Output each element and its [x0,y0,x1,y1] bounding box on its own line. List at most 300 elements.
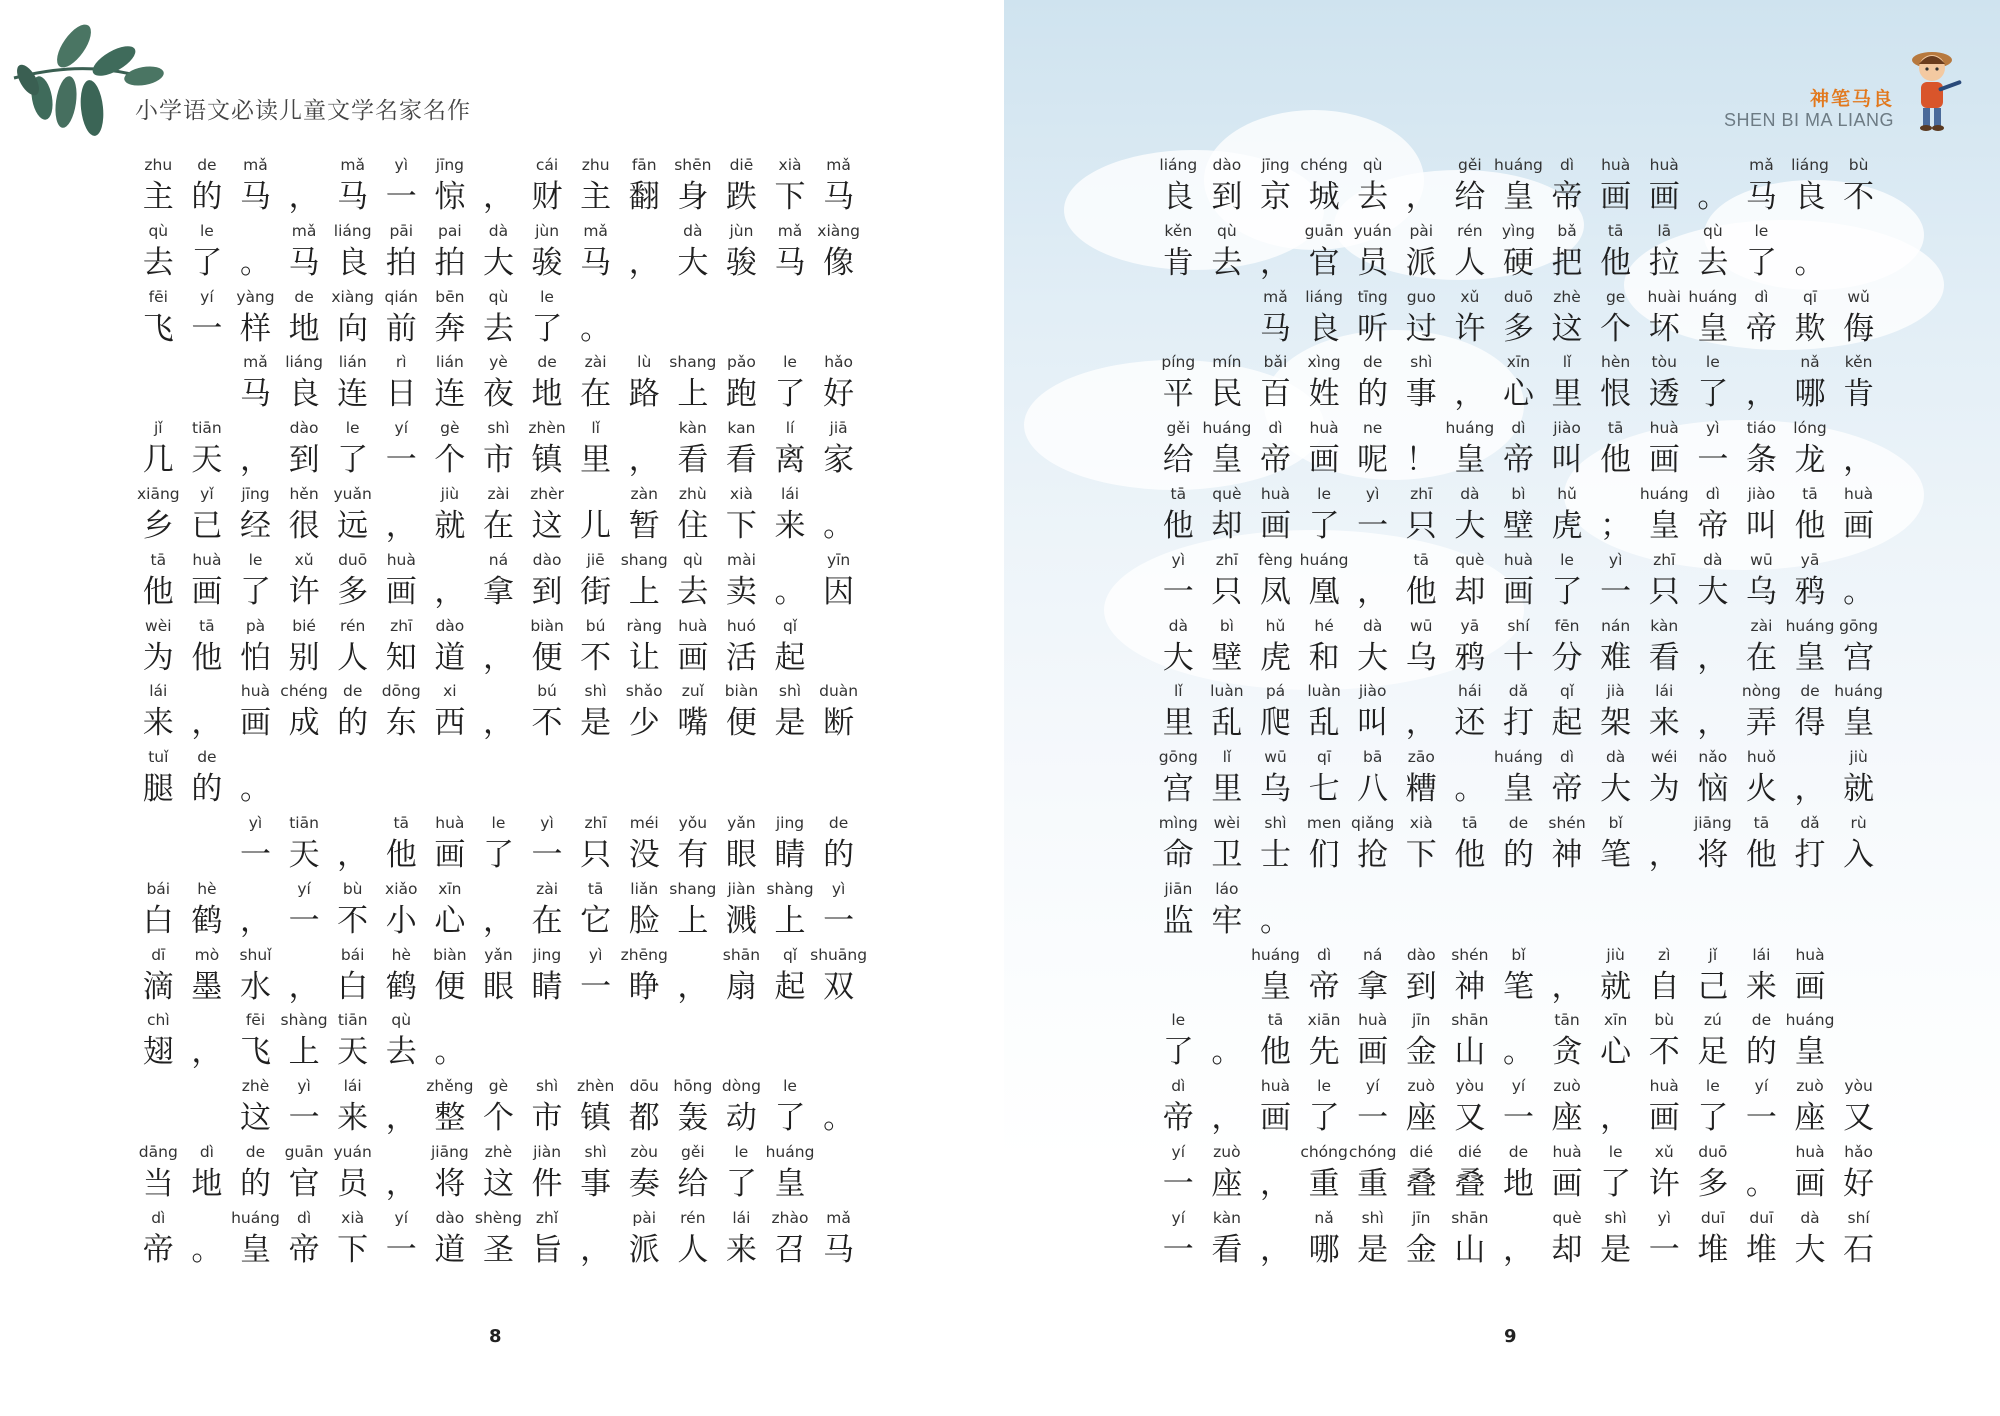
hanzi: 墨 [191,968,223,1005]
pinyin: xīn [1506,353,1531,372]
hanzi: 一 [823,902,855,939]
hanzi: 大 [482,244,514,281]
pinyin: le [1705,353,1720,372]
hanzi: 心 [1600,1034,1632,1071]
pinyin: huáng [1251,945,1300,964]
pinyin: ràng [626,616,662,635]
pinyin: zài [584,353,607,372]
character-cell [1348,156,1397,222]
pinyin: yīn [826,550,851,569]
character-cell [377,1011,426,1077]
pinyin: yì [540,813,554,832]
pinyin: dì [1754,287,1769,306]
pinyin: tā [1802,484,1818,503]
hanzi: 爬 [1259,705,1291,742]
pinyin: huà [1795,945,1825,964]
pinyin: wū [1264,748,1287,767]
hanzi: 鸦 [1794,573,1826,610]
pinyin: xià [778,156,802,174]
pinyin: nòng [1741,682,1781,701]
hanzi: 打 [1502,705,1534,742]
hanzi: 一 [191,310,223,347]
pinyin: kěn [1844,353,1873,372]
hanzi: ， [1794,771,1826,808]
pinyin: shèng [474,1208,522,1227]
hanzi: 远 [337,507,369,544]
character-cell [814,419,863,485]
character-cell [1834,353,1883,419]
hanzi: 画 [1648,1100,1680,1137]
hanzi: 画 [1600,179,1632,215]
pinyin: yì [588,945,603,964]
pinyin: jīng [241,484,270,503]
hanzi: 里 [1211,771,1243,808]
pinyin: pá [1265,682,1286,701]
hanzi: 他 [1794,507,1826,544]
hanzi: 一 [1162,1231,1194,1268]
character-cell [523,1209,572,1275]
hanzi: 只 [1648,573,1680,610]
pinyin: shān [1451,1011,1489,1030]
pinyin: kěn [1164,221,1193,240]
hanzi: 人 [677,1231,709,1268]
hanzi: 民 [1211,376,1243,413]
text-line [1154,1209,1874,1275]
character-cell [1786,551,1835,617]
hanzi: 了 [774,1100,806,1137]
hanzi: 了 [191,244,223,281]
hanzi: 的 [191,771,223,808]
pinyin: yǎn [484,945,513,964]
hanzi: 了 [1697,1100,1729,1137]
character-cell [1543,1077,1592,1143]
character-cell [1689,1143,1738,1209]
pinyin: jiāng [430,1142,469,1161]
hanzi: 整 [434,1100,466,1137]
character-cell [1786,946,1835,1012]
hanzi: 前 [385,310,417,347]
hanzi: 皇 [1259,968,1291,1005]
hanzi: ， [1211,1100,1243,1137]
pinyin: yí [200,287,214,306]
character-cell [1251,880,1300,946]
hanzi: 个 [1600,310,1632,347]
pinyin: zhī [584,813,607,832]
hanzi: ， [1697,705,1729,742]
character-cell [183,748,232,814]
character-cell [426,880,475,946]
pinyin: huáng [1445,419,1495,438]
pinyin: bǐ [1608,813,1623,832]
hanzi: 。 [1502,1034,1534,1071]
pinyin: gěi [1166,419,1191,438]
pinyin: dào [1406,945,1436,964]
hanzi: ， [1405,705,1437,742]
hanzi: ， [434,573,466,610]
hanzi: 看 [1648,639,1680,676]
hanzi: 主 [580,179,612,215]
pinyin: pai [438,221,462,240]
pinyin: tiān [192,419,222,438]
character-cell [814,1077,863,1143]
pinyin: yì [831,879,846,898]
hanzi: 就 [1600,968,1632,1005]
hanzi: 堆 [1745,1231,1777,1268]
hanzi: 马 [774,244,806,281]
pinyin: rén [680,1208,706,1227]
character-cell [183,222,232,288]
hanzi: 市 [531,1100,563,1137]
hanzi: 在 [1745,639,1777,676]
hanzi: 事 [1405,376,1437,413]
pinyin: dōu [629,1077,659,1096]
pinyin: bā [1363,748,1383,767]
pinyin: lái [149,682,168,701]
pinyin: bǎ [1557,221,1577,240]
character-cell [571,288,620,354]
hanzi: 监 [1162,902,1194,939]
pinyin: jīn [1412,1208,1431,1227]
text-line [134,748,854,814]
pinyin: jiù [440,484,460,503]
pinyin: qǐ [782,945,798,964]
character-cell [814,156,863,222]
pinyin: ná [488,550,509,569]
pinyin: dié [1409,1142,1434,1161]
pinyin: biàn [530,616,564,635]
pinyin: bǐ [1511,945,1526,964]
hanzi: 金 [1405,1034,1437,1071]
pinyin: shì [1361,1208,1384,1227]
hanzi: 皇 [1648,507,1680,544]
hanzi: 腿 [142,771,174,808]
hanzi: 鸦 [1454,639,1486,676]
hanzi: 石 [1843,1231,1875,1268]
hanzi: 不 [1843,179,1875,215]
hanzi: 这 [1551,310,1583,347]
pinyin: zài [536,879,559,898]
pinyin: zì [1658,945,1671,964]
hanzi: 却 [1454,573,1486,610]
pinyin: yì [297,1077,311,1096]
pinyin: jiàn [727,879,756,898]
hanzi: 马 [288,244,320,281]
pinyin: xiān [1307,1011,1341,1030]
hanzi: ， [482,705,514,742]
pinyin: xià [341,1208,365,1227]
pinyin: wū [1410,616,1433,635]
hanzi: 皇 [1211,442,1243,479]
hanzi: 拉 [1648,244,1680,281]
pinyin: huáng [1299,550,1349,569]
series-title: 小学语文必读儿童文学名家名作 [135,98,471,124]
pinyin: le [783,1077,797,1096]
hanzi: 为 [142,639,174,676]
pinyin: tā [1753,813,1770,832]
pinyin: xiàng [817,221,860,240]
pinyin: qù [682,550,703,569]
hanzi: 在 [482,507,514,544]
hanzi: 恼 [1697,771,1729,808]
character-cell [231,946,280,1012]
pinyin: shān [722,945,761,964]
character-cell [1154,1011,1203,1077]
hanzi: 扇 [725,968,757,1005]
character-cell [1834,551,1883,617]
hanzi: ， [385,507,417,544]
hanzi: 画 [1308,442,1340,479]
text-line [1154,1077,1874,1143]
pinyin: dǎ [1800,813,1820,832]
pinyin: shí [1847,1208,1870,1227]
pinyin: shén [1548,813,1586,832]
hanzi: 一 [1502,1100,1534,1137]
pinyin: xīn [1603,1011,1628,1030]
hanzi: 地 [531,376,563,413]
pinyin: yā [1460,616,1480,635]
pinyin: pà [245,616,266,635]
pinyin: gěi [1458,156,1482,174]
hanzi: 多 [337,573,369,610]
hanzi: 下 [1405,836,1437,873]
hanzi: 上 [288,1034,320,1071]
hanzi: 断 [823,705,855,742]
character-cell [1834,1077,1883,1143]
pinyin: hè [197,879,217,898]
hanzi: 双 [823,968,855,1005]
pinyin: dì [199,1142,214,1161]
hanzi: 天 [288,836,320,873]
character-cell [377,551,426,617]
hanzi: 皇 [1794,1034,1826,1071]
hanzi: ， [628,244,660,281]
pinyin: yòu [1844,1077,1873,1096]
hanzi: 就 [1843,771,1875,808]
hanzi: 画 [1794,968,1826,1005]
pinyin: de [342,682,363,701]
pinyin: huó [726,616,756,635]
pinyin: lǐ [1222,748,1232,767]
pinyin: xiǎo [385,879,418,898]
pinyin: tā [1267,1011,1284,1030]
hanzi: 。 [1794,244,1826,281]
hanzi: 哪 [1794,376,1826,413]
hanzi: 了 [1162,1034,1194,1071]
hanzi: 看 [677,442,709,479]
pinyin: chóng [1300,1142,1348,1161]
pinyin: lián [338,353,367,372]
hanzi: 。 [191,1231,223,1268]
hanzi: 乱 [1308,705,1340,742]
hanzi: 像 [823,244,855,281]
hanzi: 己 [1697,968,1729,1005]
pinyin: zhèn [576,1077,615,1096]
hanzi: 侮 [1843,310,1875,347]
hanzi: 上 [774,902,806,939]
book-title-chinese: 神笔马良 [1809,88,1894,110]
hanzi: 地 [1502,1165,1534,1202]
pinyin: yǒu [678,813,708,832]
pinyin: shì [487,419,510,438]
hanzi: 糟 [1405,771,1437,808]
pinyin: zāo [1407,748,1435,767]
pinyin: dì [1511,419,1526,438]
hanzi: 。 [580,310,612,347]
hanzi: ， [1357,573,1389,610]
hanzi: 山 [1454,1231,1486,1268]
hanzi: 平 [1162,376,1194,413]
pinyin: zòu [630,1142,658,1161]
pinyin: hé [1314,616,1334,635]
hanzi: 马 [580,244,612,281]
hanzi: 士 [1259,836,1291,873]
hanzi: 少 [628,705,660,742]
pinyin: huáng [765,1142,815,1161]
pinyin: shang [669,353,717,372]
pinyin: mǎ [1749,156,1774,174]
pinyin: shì [1410,353,1433,372]
hanzi: 已 [191,507,223,544]
hanzi: 画 [1843,507,1875,544]
hanzi: 他 [191,639,223,676]
pinyin: hěn [289,484,319,503]
hanzi: 是 [1357,1231,1389,1268]
pinyin: huài [1647,287,1681,306]
hanzi: 抢 [1357,836,1389,873]
pinyin: zhu [581,156,610,174]
hanzi: 马 [239,376,271,413]
pinyin: hǎo [1844,1142,1874,1161]
hanzi: ， [677,968,709,1005]
pinyin: jing [775,813,805,832]
pinyin: huà [1260,1077,1291,1096]
pinyin: yìng [1501,221,1536,240]
pinyin: huǒ [1746,748,1776,767]
pinyin: liáng [1159,156,1198,174]
pinyin: xìng [1307,353,1341,372]
hanzi: 命 [1162,836,1194,873]
character-cell [1300,551,1349,617]
pinyin: huà [192,550,222,569]
hanzi: 皇 [1697,310,1729,347]
hanzi: 又 [1454,1100,1486,1137]
character-cell [134,1077,183,1143]
hanzi: 许 [1648,1165,1680,1202]
hanzi: 马 [1745,179,1777,215]
pinyin: rì [395,353,407,372]
pinyin: tā [587,879,604,898]
hanzi: 召 [774,1231,806,1268]
pinyin: huà [240,682,271,701]
pinyin: le [1754,221,1769,240]
hanzi: 别 [288,639,320,676]
pinyin: duàn [819,682,859,701]
hanzi: ， [482,179,514,215]
hanzi: 神 [1551,836,1583,873]
hanzi: 怕 [239,639,271,676]
pinyin: méi [629,813,659,832]
hanzi: 的 [337,705,369,742]
pinyin: lái [1655,682,1674,701]
pinyin: huà [386,550,416,569]
hanzi: 就 [434,507,466,544]
character-cell [1543,485,1592,551]
pinyin: zú [1703,1011,1722,1030]
hanzi: 将 [434,1165,466,1202]
hanzi: 皇 [239,1231,271,1268]
hanzi: 呢 [1357,442,1389,479]
pinyin: huà [1649,156,1679,174]
hanzi: 堆 [1697,1231,1729,1268]
hanzi: 。 [1211,1034,1243,1071]
character-cell [426,156,475,222]
hanzi: 白 [142,902,174,939]
pinyin: chéng [1300,156,1348,174]
pinyin: yí [1171,1142,1186,1161]
pinyin: dōng [381,682,421,701]
pinyin: huáng [1494,156,1543,174]
character-cell [1348,419,1397,485]
hanzi: 和 [1308,639,1340,676]
hanzi: 起 [1551,705,1583,742]
pinyin: le [734,1142,749,1161]
pinyin: huà [1503,550,1534,569]
hanzi: 好 [1843,1165,1875,1202]
character-cell [1446,1011,1495,1077]
hanzi: 当 [142,1165,174,1202]
pinyin: huáng [1202,419,1252,438]
hanzi: 下 [774,179,806,215]
character-cell [1786,1011,1835,1077]
pinyin: le [248,550,263,569]
character-cell [1786,222,1835,288]
pinyin: hǎo [824,353,854,372]
pinyin: shì [778,682,802,701]
hanzi: 京 [1259,179,1291,215]
hanzi: 拿 [482,573,514,610]
hanzi: 凤 [1259,573,1291,610]
pinyin: qù [148,221,169,240]
pinyin: dì [1705,484,1720,503]
hanzi: 了 [1308,507,1340,544]
character-cell [1834,1143,1883,1209]
pinyin: mǎ [777,221,803,240]
pinyin: le [345,419,360,438]
pinyin: zhī [390,616,413,635]
hanzi: 跌 [725,179,757,215]
pinyin: huáng [1688,287,1738,306]
hanzi: 暂 [628,507,660,544]
hanzi: 天 [337,1034,369,1071]
hanzi: 他 [1405,573,1437,610]
pinyin: zhī [1410,484,1433,503]
pinyin: dì [1171,1077,1186,1096]
character-cell [814,880,863,946]
hanzi: 百 [1259,376,1291,413]
pinyin: mǎ [291,221,317,240]
hanzi: 睛 [531,968,563,1005]
hanzi: 知 [385,639,417,676]
hanzi: 画 [385,573,417,610]
hanzi: 儿 [580,507,612,544]
hanzi: 为 [1648,771,1680,808]
hanzi: 很 [288,507,320,544]
hanzi: 条 [1745,442,1777,479]
hanzi: 是 [580,705,612,742]
hanzi: ， [337,836,369,873]
pinyin: de [197,156,217,174]
pinyin: liáng [1305,287,1343,306]
